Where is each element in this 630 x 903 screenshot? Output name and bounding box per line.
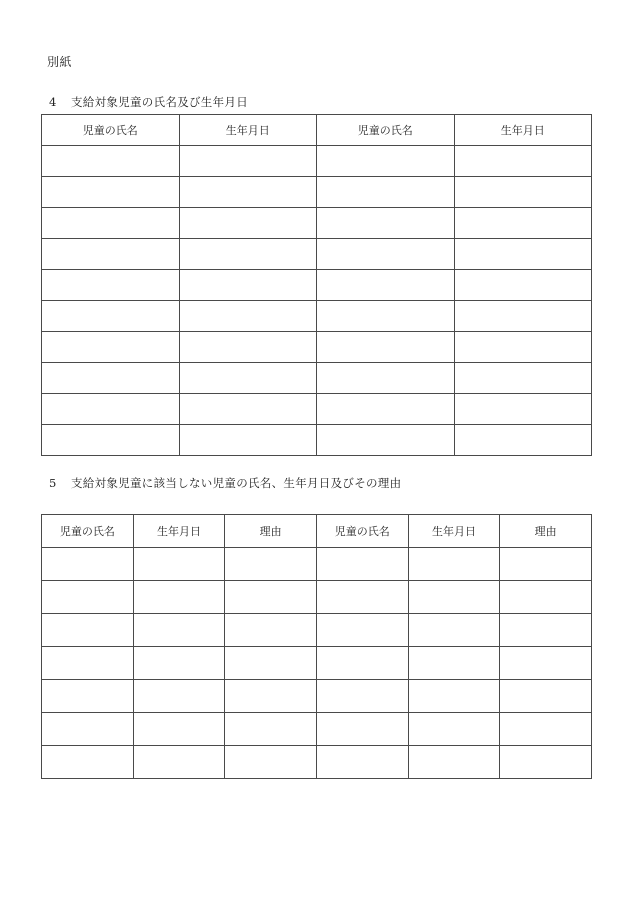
table-cell[interactable] <box>179 332 317 363</box>
table-cell[interactable] <box>454 394 592 425</box>
table-cell[interactable] <box>316 548 408 581</box>
table-cell[interactable] <box>133 614 225 647</box>
table-cell[interactable] <box>42 301 180 332</box>
table-cell[interactable] <box>133 647 225 680</box>
table-cell[interactable] <box>42 647 134 680</box>
table-cell[interactable] <box>317 146 455 177</box>
table-cell[interactable] <box>408 680 500 713</box>
table-cell[interactable] <box>317 363 455 394</box>
table-row <box>42 239 592 270</box>
table-cell[interactable] <box>225 647 317 680</box>
table-cell[interactable] <box>42 146 180 177</box>
table-cell[interactable] <box>454 363 592 394</box>
table-cell[interactable] <box>454 425 592 456</box>
table-cell[interactable] <box>179 177 317 208</box>
table-cell[interactable] <box>225 680 317 713</box>
table-cell[interactable] <box>42 548 134 581</box>
table-cell[interactable] <box>225 581 317 614</box>
table-cell[interactable] <box>500 581 592 614</box>
table-cell[interactable] <box>316 680 408 713</box>
table-cell[interactable] <box>408 746 500 779</box>
table-cell[interactable] <box>454 301 592 332</box>
table-cell[interactable] <box>42 581 134 614</box>
table-cell[interactable] <box>42 332 180 363</box>
table-cell[interactable] <box>454 332 592 363</box>
table-cell[interactable] <box>179 425 317 456</box>
header-birthdate: 生年月日 <box>408 515 500 548</box>
table-cell[interactable] <box>179 208 317 239</box>
table-row <box>42 332 592 363</box>
children-table <box>41 114 592 456</box>
table-row <box>42 301 592 332</box>
header-birthdate: 生年月日 <box>454 115 592 146</box>
table-row <box>42 647 592 680</box>
table-cell[interactable] <box>408 548 500 581</box>
table-row <box>42 146 592 177</box>
table-cell[interactable] <box>316 647 408 680</box>
header-birthdate: 生年月日 <box>133 515 225 548</box>
table-cell[interactable] <box>454 208 592 239</box>
table-cell[interactable] <box>42 177 180 208</box>
header-child-name: 児童の氏名 <box>42 515 134 548</box>
table-cell[interactable] <box>316 746 408 779</box>
table-cell[interactable] <box>454 270 592 301</box>
table-cell[interactable] <box>500 647 592 680</box>
table-cell[interactable] <box>42 713 134 746</box>
header-child-name: 児童の氏名 <box>42 115 180 146</box>
table-cell[interactable] <box>317 270 455 301</box>
header-reason: 理由 <box>500 515 592 548</box>
table-cell[interactable] <box>42 363 180 394</box>
table-row <box>42 746 592 779</box>
table-row <box>42 363 592 394</box>
table-cell[interactable] <box>42 208 180 239</box>
ineligible-table-header-row <box>42 515 592 548</box>
table-cell[interactable] <box>133 746 225 779</box>
children-table-header-row <box>42 115 592 146</box>
table-row <box>42 680 592 713</box>
table-cell[interactable] <box>500 680 592 713</box>
table-row <box>42 581 592 614</box>
table-row <box>42 270 592 301</box>
table-cell[interactable] <box>179 146 317 177</box>
table-cell[interactable] <box>316 713 408 746</box>
table-cell[interactable] <box>317 239 455 270</box>
table-cell[interactable] <box>42 394 180 425</box>
table-cell[interactable] <box>317 332 455 363</box>
table-row <box>42 394 592 425</box>
table-cell[interactable] <box>500 746 592 779</box>
table-cell[interactable] <box>179 394 317 425</box>
table-cell[interactable] <box>42 746 134 779</box>
table-cell[interactable] <box>316 581 408 614</box>
table-row <box>42 713 592 746</box>
table-cell[interactable] <box>133 713 225 746</box>
section-5-title: 支給対象児童に該当しない児童の氏名、生年月日及びその理由 <box>71 476 402 490</box>
table-cell[interactable] <box>42 239 180 270</box>
table-row <box>42 425 592 456</box>
table-cell[interactable] <box>225 548 317 581</box>
table-row <box>42 177 592 208</box>
section-5-heading <box>49 475 401 491</box>
section-5-number: 5 <box>49 476 57 490</box>
table-cell[interactable] <box>179 363 317 394</box>
table-cell[interactable] <box>408 713 500 746</box>
table-row <box>42 614 592 647</box>
header-reason: 理由 <box>225 515 317 548</box>
header-child-name: 児童の氏名 <box>316 515 408 548</box>
table-cell[interactable] <box>225 713 317 746</box>
section-4-heading <box>49 94 248 110</box>
table-cell[interactable] <box>500 713 592 746</box>
table-cell[interactable] <box>42 680 134 713</box>
table-cell[interactable] <box>408 647 500 680</box>
table-cell[interactable] <box>179 301 317 332</box>
table-cell[interactable] <box>317 394 455 425</box>
table-cell[interactable] <box>42 270 180 301</box>
table-cell[interactable] <box>454 146 592 177</box>
table-cell[interactable] <box>225 614 317 647</box>
ineligible-children-table <box>41 514 592 779</box>
section-4-title: 支給対象児童の氏名及び生年月日 <box>71 95 248 109</box>
table-cell[interactable] <box>317 177 455 208</box>
table-cell[interactable] <box>408 581 500 614</box>
table-cell[interactable] <box>179 239 317 270</box>
table-cell[interactable] <box>317 425 455 456</box>
table-row <box>42 208 592 239</box>
table-cell[interactable] <box>317 208 455 239</box>
table-cell[interactable] <box>316 614 408 647</box>
table-cell[interactable] <box>408 614 500 647</box>
header-child-name: 児童の氏名 <box>317 115 455 146</box>
table-cell[interactable] <box>133 548 225 581</box>
table-row <box>42 548 592 581</box>
table-cell[interactable] <box>500 614 592 647</box>
header-birthdate: 生年月日 <box>179 115 317 146</box>
table-cell[interactable] <box>317 301 455 332</box>
table-cell[interactable] <box>500 548 592 581</box>
section-4-number: 4 <box>49 95 57 109</box>
table-cell[interactable] <box>225 746 317 779</box>
table-cell[interactable] <box>179 270 317 301</box>
table-cell[interactable] <box>133 581 225 614</box>
table-cell[interactable] <box>42 614 134 647</box>
document-label: 別紙 <box>47 55 73 69</box>
table-cell[interactable] <box>454 177 592 208</box>
table-cell[interactable] <box>133 680 225 713</box>
table-cell[interactable] <box>42 425 180 456</box>
table-cell[interactable] <box>454 239 592 270</box>
